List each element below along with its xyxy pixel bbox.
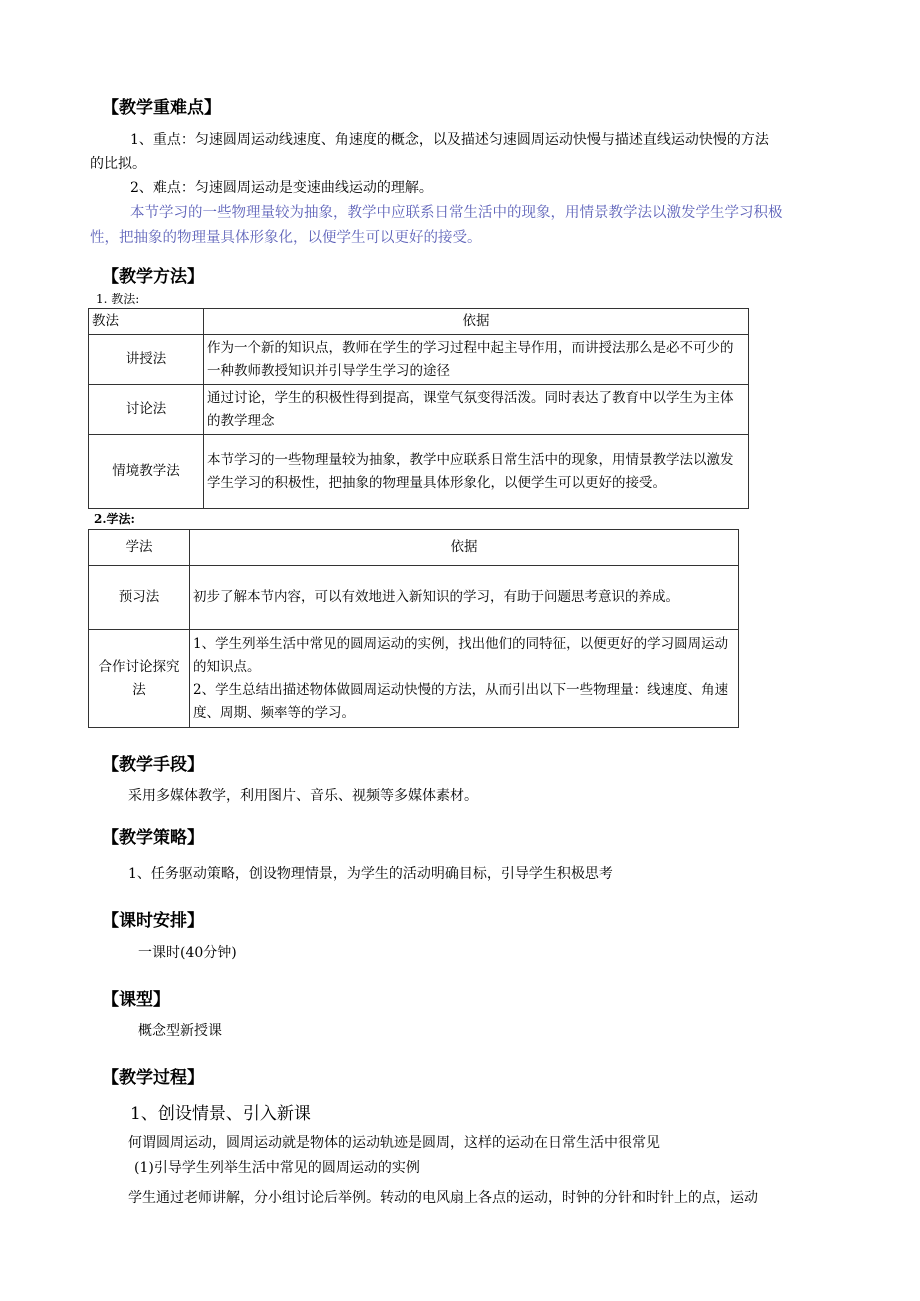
basis-cell	[190, 630, 739, 728]
strategy-text: 1、任务驱动策略，创设物理情景，为学生的活动明确目标，引导学生积极思考	[128, 866, 613, 882]
method-cell: 讨论法	[89, 385, 204, 435]
process-line-3: 学生通过老师讲解，分小组讨论后举例。转动的电风扇上各点的运动，时钟的分针和时针上的点，运动	[128, 1190, 758, 1206]
method-cell: 情境教学法	[89, 435, 204, 509]
lesson-type-text: 概念型新授课	[138, 1023, 222, 1039]
teaching-method-label: 1. 教法:	[96, 292, 140, 306]
schedule-heading: 【课时安排】	[102, 911, 204, 931]
key-points-note-line2: 性，把抽象的物理量具体形象化，以便学生可以更好的接受。	[90, 230, 482, 246]
table-row	[89, 630, 739, 728]
key-point-1-line1: 1、重点：匀速圆周运动线速度、角速度的概念，以及描述匀速圆周运动快慢与描述直线运动快慢的方法	[130, 132, 769, 148]
teaching-method-table	[88, 308, 749, 509]
schedule-text: 一课时(40分钟)	[138, 945, 237, 961]
lesson-type-heading: 【课型】	[102, 990, 170, 1010]
process-line-1: 何谓圆周运动，圆周运动就是物体的运动轨迹是圆周，这样的运动在日常生活中很常见	[128, 1135, 660, 1151]
table-header-row	[89, 530, 739, 566]
table-row	[89, 335, 749, 385]
table-header-row	[89, 309, 749, 335]
table-row	[89, 566, 739, 630]
basis-cell: 通过讨论，学生的积极性得到提高，课堂气氛变得活泼。同时表达了教育中以学生为主体的教学理念	[204, 385, 749, 435]
means-text: 采用多媒体教学，利用图片、音乐、视频等多媒体素材。	[128, 788, 478, 804]
process-step-1-title: 1、创设情景、引入新课	[130, 1104, 311, 1124]
header-method: 学法	[89, 530, 190, 566]
header-basis: 依据	[190, 530, 739, 566]
table-row	[89, 435, 749, 509]
learning-method-table	[88, 529, 739, 728]
key-points-note-line1: 本节学习的一些物理量较为抽象，教学中应联系日常生活中的现象，用情景教学法以激发学生学习积极	[130, 205, 783, 221]
header-basis: 依据	[204, 309, 749, 335]
table-row	[89, 385, 749, 435]
basis-cell: 初步了解本节内容，可以有效地进入新知识的学习，有助于问题思考意识的养成。	[190, 566, 739, 630]
basis-cell: 作为一个新的知识点，教师在学生的学习过程中起主导作用，而讲授法那么是必不可少的一种教师教授知识并引导学生学习的途径	[204, 335, 749, 385]
method-cell: 预习法	[89, 566, 190, 630]
process-heading: 【教学过程】	[102, 1068, 204, 1088]
method-cell: 合作讨论探究法	[89, 630, 190, 728]
method-cell: 讲授法	[89, 335, 204, 385]
strategy-heading: 【教学策略】	[102, 828, 204, 848]
basis-point-2: 2、学生总结出描述物体做圆周运动快慢的方法，从而引出以下一些物理量：线速度、角速度、周期、频率等的学习。	[193, 681, 729, 721]
basis-cell: 本节学习的一些物理量较为抽象，教学中应联系日常生活中的现象，用情景教学法以激发学生学习的积极性，把抽象的物理量具体形象化，以便学生可以更好的接受。	[204, 435, 749, 509]
basis-point-1: 1、学生列举生活中常见的圆周运动的实例，找出他们的同特征，以便更好的学习圆周运动的知识点。	[193, 635, 729, 675]
process-line-2: (1)引导学生列举生活中常见的圆周运动的实例	[134, 1160, 420, 1176]
key-point-1-line2: 的比拟。	[90, 156, 146, 172]
methods-heading: 【教学方法】	[102, 267, 204, 287]
key-point-2: 2、难点：匀速圆周运动是变速曲线运动的理解。	[130, 180, 433, 196]
key-points-heading: 【教学重难点】	[102, 98, 221, 118]
learning-method-label: 2.学法:	[94, 512, 135, 526]
means-heading: 【教学手段】	[102, 755, 204, 775]
header-method: 教法	[89, 309, 204, 335]
